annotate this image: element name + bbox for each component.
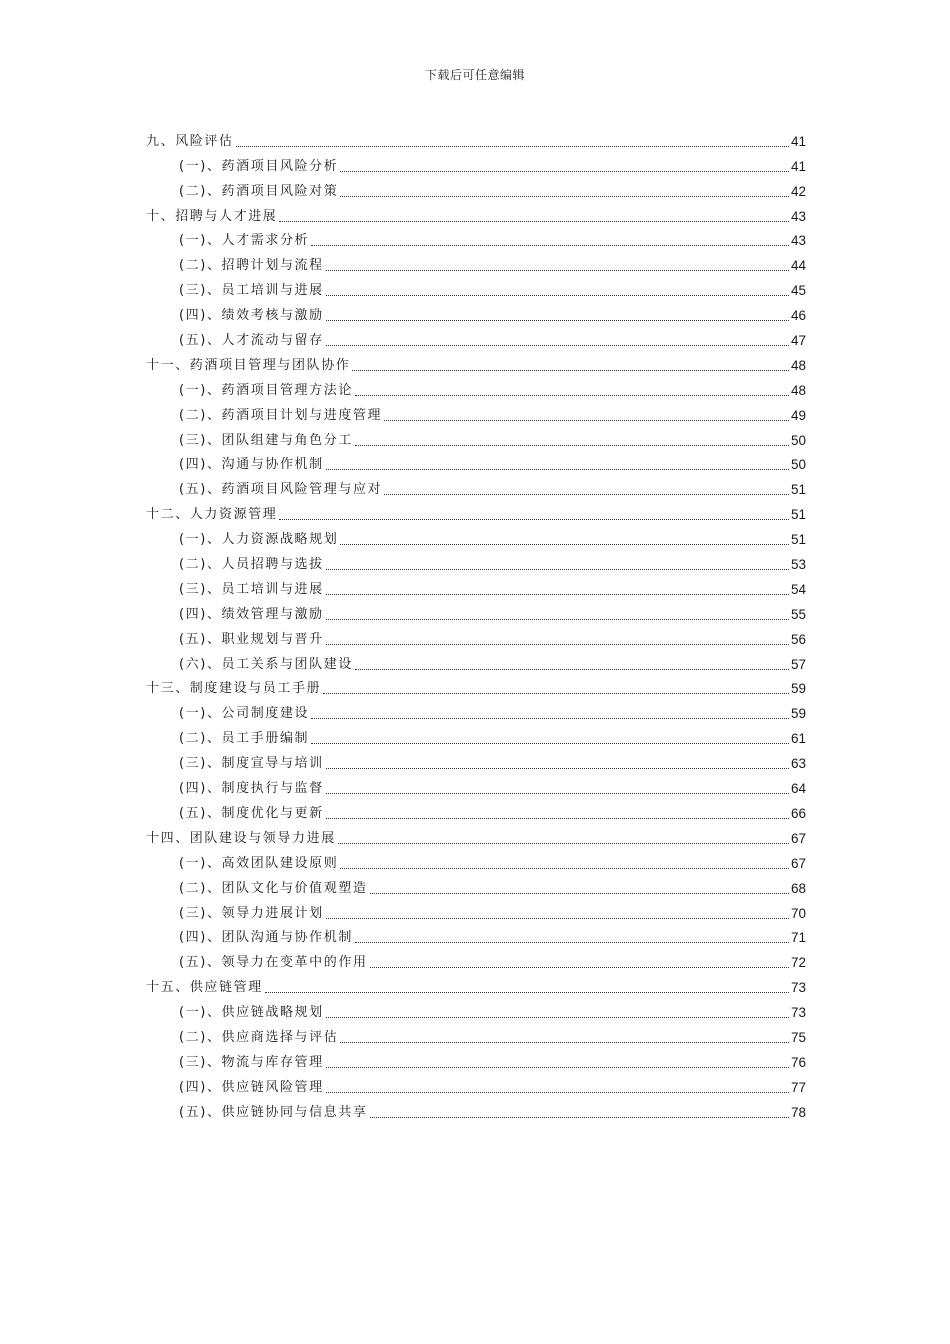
toc-section-entry[interactable] <box>146 624 806 649</box>
toc-section-entry[interactable] <box>146 400 806 425</box>
toc-dot-leader <box>326 270 789 271</box>
toc-entry-title: (四)、供应链风险管理 <box>179 1079 324 1095</box>
toc-section-entry[interactable] <box>146 250 806 275</box>
toc-section-entry[interactable] <box>146 997 806 1022</box>
toc-section-entry[interactable] <box>146 425 806 450</box>
toc-dot-leader <box>384 494 789 495</box>
toc-entry-title: 九、风险评估 <box>146 133 234 149</box>
toc-section-entry[interactable] <box>146 226 806 251</box>
toc-entry-page-number: 41 <box>790 133 806 149</box>
toc-dot-leader <box>326 818 789 819</box>
toc-entry-page-number: 72 <box>790 955 806 971</box>
toc-dot-leader <box>326 1067 789 1068</box>
toc-dot-leader <box>311 718 789 719</box>
toc-entry-title: (三)、员工培训与进展 <box>179 581 324 597</box>
toc-entry-title: (二)、员工手册编制 <box>179 731 310 747</box>
toc-section-entry[interactable] <box>146 300 806 325</box>
toc-entry-page-number: 68 <box>790 880 806 896</box>
toc-section-entry[interactable] <box>146 873 806 898</box>
toc-entry-title: (五)、供应链协同与信息共享 <box>179 1104 368 1120</box>
toc-entry-title: (四)、绩效考核与激励 <box>179 308 324 324</box>
toc-entry-page-number: 76 <box>790 1054 806 1070</box>
toc-section-entry[interactable] <box>146 1072 806 1097</box>
toc-dot-leader <box>340 196 789 197</box>
toc-entry-title: (二)、药酒项目风险对策 <box>179 183 339 199</box>
toc-section-entry[interactable] <box>146 151 806 176</box>
toc-section-entry[interactable] <box>146 549 806 574</box>
toc-chapter-entry[interactable] <box>146 499 806 524</box>
toc-entry-page-number: 51 <box>790 482 806 498</box>
table-of-contents <box>146 126 806 1122</box>
toc-entry-page-number: 63 <box>790 756 806 772</box>
toc-entry-page-number: 54 <box>790 581 806 597</box>
toc-dot-leader <box>326 569 789 570</box>
toc-dot-leader <box>355 669 789 670</box>
toc-dot-leader <box>326 793 789 794</box>
toc-entry-page-number: 46 <box>790 308 806 324</box>
toc-entry-page-number: 64 <box>790 781 806 797</box>
toc-entry-page-number: 49 <box>790 407 806 423</box>
toc-section-entry[interactable] <box>146 1022 806 1047</box>
toc-section-entry[interactable] <box>146 524 806 549</box>
toc-entry-page-number: 66 <box>790 805 806 821</box>
toc-entry-page-number: 67 <box>790 830 806 846</box>
toc-section-entry[interactable] <box>146 599 806 624</box>
toc-entry-page-number: 47 <box>790 333 806 349</box>
toc-entry-title: (三)、领导力进展计划 <box>179 905 324 921</box>
toc-entry-page-number: 67 <box>790 855 806 871</box>
toc-dot-leader <box>326 1092 789 1093</box>
toc-section-entry[interactable] <box>146 723 806 748</box>
toc-dot-leader <box>311 743 789 744</box>
toc-section-entry[interactable] <box>146 898 806 923</box>
toc-entry-page-number: 50 <box>790 432 806 448</box>
toc-entry-title: 十二、人力资源管理 <box>146 507 278 523</box>
toc-dot-leader <box>370 967 789 968</box>
toc-dot-leader <box>311 245 789 246</box>
toc-section-entry[interactable] <box>146 923 806 948</box>
toc-dot-leader <box>326 320 789 321</box>
toc-dot-leader <box>340 1042 789 1043</box>
toc-chapter-entry[interactable] <box>146 201 806 226</box>
toc-section-entry[interactable] <box>146 176 806 201</box>
toc-chapter-entry[interactable] <box>146 823 806 848</box>
toc-entry-title: (三)、物流与库存管理 <box>179 1054 324 1070</box>
toc-entry-page-number: 53 <box>790 557 806 573</box>
toc-entry-page-number: 41 <box>790 158 806 174</box>
toc-entry-title: (四)、团队沟通与协作机制 <box>179 930 353 946</box>
toc-entry-page-number: 77 <box>790 1079 806 1095</box>
toc-section-entry[interactable] <box>146 450 806 475</box>
toc-entry-title: (一)、人才需求分析 <box>179 233 310 249</box>
page-header: 下载后可任意编辑 <box>424 68 525 82</box>
toc-entry-page-number: 43 <box>790 233 806 249</box>
toc-entry-title: (二)、供应商选择与评估 <box>179 1029 339 1045</box>
toc-entry-page-number: 48 <box>790 382 806 398</box>
toc-section-entry[interactable] <box>146 748 806 773</box>
toc-entry-page-number: 71 <box>790 930 806 946</box>
toc-section-entry[interactable] <box>146 798 806 823</box>
toc-dot-leader <box>326 345 789 346</box>
toc-entry-title: 十一、药酒项目管理与团队协作 <box>146 357 351 373</box>
toc-section-entry[interactable] <box>146 698 806 723</box>
toc-dot-leader <box>370 893 789 894</box>
toc-entry-title: (四)、沟通与协作机制 <box>179 457 324 473</box>
toc-entry-page-number: 61 <box>790 731 806 747</box>
toc-entry-page-number: 73 <box>790 980 806 996</box>
toc-chapter-entry[interactable] <box>146 972 806 997</box>
toc-section-entry[interactable] <box>146 474 806 499</box>
toc-section-entry[interactable] <box>146 773 806 798</box>
toc-section-entry[interactable] <box>146 325 806 350</box>
toc-entry-title: (二)、招聘计划与流程 <box>179 258 324 274</box>
toc-dot-leader <box>355 395 789 396</box>
toc-dot-leader <box>355 445 789 446</box>
toc-chapter-entry[interactable] <box>146 674 806 699</box>
toc-entry-title: (一)、药酒项目风险分析 <box>179 158 339 174</box>
toc-entry-page-number: 56 <box>790 631 806 647</box>
toc-entry-title: (一)、供应链战略规划 <box>179 1005 324 1021</box>
toc-dot-leader <box>352 370 789 371</box>
toc-entry-title: (二)、人员招聘与选拔 <box>179 557 324 573</box>
toc-dot-leader <box>326 768 789 769</box>
toc-entry-page-number: 78 <box>790 1104 806 1120</box>
toc-entry-page-number: 55 <box>790 606 806 622</box>
toc-dot-leader <box>384 420 789 421</box>
toc-dot-leader <box>340 868 789 869</box>
toc-entry-title: (四)、制度执行与监督 <box>179 781 324 797</box>
toc-entry-title: (五)、人才流动与留存 <box>179 333 324 349</box>
toc-entry-title: (五)、制度优化与更新 <box>179 805 324 821</box>
toc-entry-title: (一)、公司制度建设 <box>179 706 310 722</box>
toc-entry-page-number: 43 <box>790 208 806 224</box>
toc-dot-leader <box>265 992 789 993</box>
toc-dot-leader <box>326 644 789 645</box>
toc-entry-title: (二)、团队文化与价值观塑造 <box>179 880 368 896</box>
toc-dot-leader <box>370 1117 789 1118</box>
toc-entry-page-number: 48 <box>790 357 806 373</box>
toc-section-entry[interactable] <box>146 574 806 599</box>
toc-entry-page-number: 70 <box>790 905 806 921</box>
toc-dot-leader <box>326 918 789 919</box>
toc-dot-leader <box>279 519 789 520</box>
toc-dot-leader <box>340 171 789 172</box>
toc-dot-leader <box>326 1017 789 1018</box>
toc-entry-page-number: 59 <box>790 706 806 722</box>
toc-section-entry[interactable] <box>146 848 806 873</box>
toc-dot-leader <box>326 295 789 296</box>
toc-section-entry[interactable] <box>146 375 806 400</box>
toc-entry-title: 十三、制度建设与员工手册 <box>146 681 322 697</box>
toc-section-entry[interactable] <box>146 275 806 300</box>
toc-entry-page-number: 45 <box>790 283 806 299</box>
toc-dot-leader <box>323 693 789 694</box>
toc-entry-page-number: 75 <box>790 1029 806 1045</box>
toc-dot-leader <box>279 221 789 222</box>
toc-entry-title: 十五、供应链管理 <box>146 980 263 996</box>
toc-dot-leader <box>236 146 789 147</box>
toc-section-entry[interactable] <box>146 1097 806 1122</box>
toc-entry-page-number: 57 <box>790 656 806 672</box>
toc-entry-title: (五)、职业规划与晋升 <box>179 631 324 647</box>
toc-dot-leader <box>338 843 789 844</box>
toc-entry-page-number: 42 <box>790 183 806 199</box>
toc-section-entry[interactable] <box>146 947 806 972</box>
toc-section-entry[interactable] <box>146 649 806 674</box>
toc-entry-page-number: 73 <box>790 1005 806 1021</box>
toc-dot-leader <box>326 619 789 620</box>
toc-entry-page-number: 50 <box>790 457 806 473</box>
toc-chapter-entry[interactable] <box>146 350 806 375</box>
toc-entry-title: (六)、员工关系与团队建设 <box>179 656 353 672</box>
toc-entry-page-number: 51 <box>790 532 806 548</box>
toc-entry-page-number: 44 <box>790 258 806 274</box>
toc-entry-page-number: 59 <box>790 681 806 697</box>
toc-entry-title: 十四、团队建设与领导力进展 <box>146 830 336 846</box>
toc-entry-title: (三)、制度宣导与培训 <box>179 756 324 772</box>
toc-dot-leader <box>340 544 789 545</box>
toc-entry-title: (一)、药酒项目管理方法论 <box>179 382 353 398</box>
toc-dot-leader <box>355 942 789 943</box>
toc-entry-title: (三)、员工培训与进展 <box>179 283 324 299</box>
toc-entry-title: (五)、药酒项目风险管理与应对 <box>179 482 383 498</box>
toc-entry-title: 十、招聘与人才进展 <box>146 208 278 224</box>
toc-entry-title: (一)、高效团队建设原则 <box>179 855 339 871</box>
toc-entry-title: (四)、绩效管理与激励 <box>179 606 324 622</box>
toc-entry-page-number: 51 <box>790 507 806 523</box>
toc-chapter-entry[interactable] <box>146 126 806 151</box>
toc-section-entry[interactable] <box>146 1047 806 1072</box>
toc-entry-title: (二)、药酒项目计划与进度管理 <box>179 407 383 423</box>
toc-dot-leader <box>326 469 789 470</box>
toc-dot-leader <box>326 594 789 595</box>
toc-entry-title: (一)、人力资源战略规划 <box>179 532 339 548</box>
toc-entry-title: (五)、领导力在变革中的作用 <box>179 955 368 971</box>
toc-entry-title: (三)、团队组建与角色分工 <box>179 432 353 448</box>
